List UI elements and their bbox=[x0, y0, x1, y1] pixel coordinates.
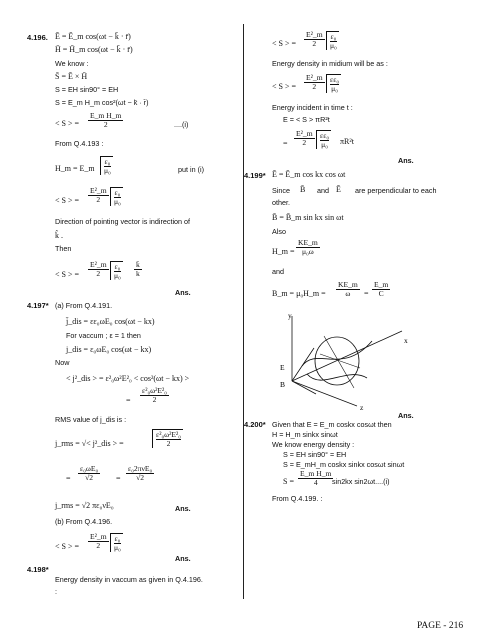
bm-fraction-1 bbox=[336, 281, 360, 298]
r1-fraction bbox=[304, 31, 325, 48]
s3-k-fraction bbox=[134, 261, 142, 278]
text-part-a: (a) From Q.4.191. bbox=[55, 301, 113, 310]
text-put-in: put in (i) bbox=[178, 165, 204, 174]
fraction-denominator: 4 bbox=[313, 477, 318, 487]
text-then: Then bbox=[55, 244, 72, 253]
b-vector bbox=[292, 381, 316, 394]
text-direction: Direction of pointing vector is indirection of bbox=[55, 217, 191, 226]
fraction-numerator: KE_m bbox=[338, 280, 358, 289]
hm2-fraction bbox=[296, 239, 320, 256]
jrms-lhs: j_rms = √< j²_dis > = bbox=[55, 439, 124, 448]
sqrt-numerator: ε₀ bbox=[114, 188, 121, 197]
equation-e-field: Ē = Ē_m cos(ωt − k̄ · r̄) bbox=[55, 32, 131, 41]
text-and: and bbox=[317, 186, 329, 195]
column-divider bbox=[243, 24, 244, 599]
s-tail: sin2kx sin2ωt....(i) bbox=[332, 477, 390, 486]
fraction-numerator: KE_m bbox=[298, 238, 318, 247]
fraction-numerator: E²_m bbox=[90, 260, 107, 269]
fraction-numerator: E²_m bbox=[90, 186, 107, 195]
r3-sqrt bbox=[316, 130, 331, 149]
text-we-know: We know : bbox=[55, 59, 89, 68]
s3-sqrt bbox=[110, 261, 123, 280]
sqrt-denominator: μ₀ bbox=[104, 165, 111, 175]
text-from-193: From Q.4.193 : bbox=[55, 139, 104, 148]
fraction-denominator: 2 bbox=[96, 268, 101, 278]
fraction-denominator: ω bbox=[345, 288, 351, 298]
sqrt-denominator: 2 bbox=[166, 438, 171, 448]
avg-s-lhs: < S > = bbox=[55, 119, 79, 128]
text-other: other. bbox=[272, 198, 290, 207]
axis-label-z: z bbox=[360, 403, 364, 412]
text-colon: : bbox=[55, 587, 57, 596]
sqrt-numerator: ε²₀ω²E²₀ bbox=[156, 430, 181, 439]
sqrt-numerator: ε₀ bbox=[114, 262, 121, 271]
answer-label: Ans. bbox=[175, 504, 191, 513]
equals-sign: = bbox=[66, 474, 71, 483]
equation-s-product: S = E_mH_m coskx sinkx cosωt sinωt bbox=[283, 460, 405, 469]
s2-fraction bbox=[88, 187, 109, 204]
s-lhs: S = bbox=[283, 477, 294, 486]
hm2-lhs: H_m = bbox=[272, 247, 295, 256]
bm-fraction-2 bbox=[372, 281, 390, 298]
fraction-numerator: E_m H_m bbox=[90, 111, 122, 120]
text-from-199: From Q.4.199. : bbox=[272, 494, 323, 503]
fraction-denominator: 2 bbox=[96, 194, 101, 204]
text-medium: Energy density in midium will be as : bbox=[272, 59, 388, 68]
fraction-denominator: 2 bbox=[96, 540, 101, 550]
vector-label-e: E bbox=[280, 363, 285, 372]
question-number-4-199: 4.199* bbox=[244, 171, 266, 180]
field-diagram bbox=[262, 306, 422, 414]
sb-fraction bbox=[88, 533, 109, 550]
bm-lhs: B_m = μ₀H_m = bbox=[272, 289, 326, 298]
fraction-denominator: μ₀ω bbox=[302, 246, 314, 256]
text-we-know-2: We know energy density : bbox=[272, 440, 355, 449]
sqrt-denominator: μ₀ bbox=[114, 542, 121, 552]
r1-lhs: < S > = bbox=[272, 39, 296, 48]
text-vacuum: For vaccum ; ε = 1 then bbox=[66, 331, 141, 340]
sqrt-numerator: ε₀ bbox=[104, 157, 111, 166]
fraction-numerator: ε²₀ω²E²₀ bbox=[142, 386, 167, 395]
text-incident: Energy incident in time t : bbox=[272, 103, 353, 112]
s3-lhs: < S > = bbox=[55, 270, 79, 279]
r3-tail: πR²t bbox=[340, 137, 354, 146]
text-perpendicular: are perpendicular to each bbox=[355, 186, 437, 195]
fraction-numerator: ε₀ωE₀ bbox=[80, 464, 99, 473]
question-number-4-196: 4.196. bbox=[27, 33, 48, 42]
fraction-numerator: E²_m bbox=[90, 532, 107, 541]
jrms2-fraction-2 bbox=[126, 465, 154, 482]
fraction-denominator: 2 bbox=[312, 81, 317, 91]
equation-s-eh-2: S = EH sin90° = EH bbox=[283, 450, 347, 459]
z-axis bbox=[292, 381, 357, 406]
question-number-4-198: 4.198* bbox=[27, 565, 49, 574]
answer-label: Ans. bbox=[175, 288, 191, 297]
sb-sqrt bbox=[110, 533, 123, 552]
fraction-denominator: 2 bbox=[103, 119, 108, 129]
text-rms: RMS value of j_dis is : bbox=[55, 415, 127, 424]
answer-label: Ans. bbox=[398, 411, 414, 420]
fraction-denominator: 2 bbox=[152, 394, 157, 404]
equation-jrms-final: j_rms = √2 πε₀νE₀ bbox=[55, 501, 114, 510]
avg-s-fraction bbox=[88, 112, 123, 129]
page-number: PAGE - 216 bbox=[417, 621, 464, 631]
equals-sign: = bbox=[116, 474, 121, 483]
sqrt-numerator: εε₀ bbox=[320, 131, 330, 140]
equation-incident: E = < S > πR²t bbox=[283, 115, 330, 124]
fraction-denominator: C bbox=[378, 288, 384, 298]
fraction-numerator: k̄ bbox=[136, 260, 140, 269]
equation-s-cos: S = E_m H_m cos²(ωt − k̄ · r̄) bbox=[55, 98, 149, 107]
question-number-4-200: 4.200* bbox=[244, 420, 266, 429]
vector-label-b: B bbox=[280, 380, 286, 389]
ref-i: ....(i) bbox=[174, 120, 189, 129]
fraction-numerator: E_m H_m bbox=[300, 469, 332, 478]
fraction-denominator: k bbox=[136, 268, 140, 278]
s3-fraction bbox=[88, 261, 109, 278]
diagram-line bbox=[324, 336, 354, 388]
b-wave-curve bbox=[307, 374, 367, 380]
answer-label: Ans. bbox=[398, 156, 414, 165]
sqrt-denominator: μ₀ bbox=[114, 196, 121, 206]
fraction-numerator: E²_m bbox=[306, 73, 323, 82]
hm-lhs: H_m = E_m bbox=[55, 164, 95, 173]
sqrt-numerator: ε₀ bbox=[330, 32, 337, 41]
s-fraction bbox=[298, 470, 333, 487]
sb-lhs: < S > = bbox=[55, 542, 79, 551]
jrms-sqrt bbox=[152, 429, 183, 448]
sqrt-denominator: μ₀ bbox=[114, 270, 121, 280]
question-number-4-197: 4.197* bbox=[27, 301, 49, 310]
fraction-numerator: E²_m bbox=[296, 129, 313, 138]
symbol-e: Ē bbox=[336, 185, 341, 194]
fraction-denominator: √2 bbox=[85, 472, 94, 482]
fraction-denominator: √2 bbox=[136, 472, 145, 482]
jrms2-fraction-1 bbox=[78, 465, 100, 482]
text-given: Given that E = E_m coskx cosωt then bbox=[272, 420, 392, 429]
fraction-numerator: ε₀2πνE₀ bbox=[128, 464, 153, 473]
sqrt-denominator: μ₀ bbox=[331, 83, 338, 93]
text-and-2: and bbox=[272, 267, 284, 276]
equation-poynting: S̄ = Ē × H̄ bbox=[55, 72, 88, 81]
text-also: Also bbox=[272, 227, 286, 236]
sqrt-denominator: μ₀ bbox=[321, 139, 328, 149]
equation-h-field: H̄ = H̄_m cos(ωt − k̄ · r̄) bbox=[55, 45, 133, 54]
equation-jdis-vacuum: j_dis = ε₀ωE₀ cos(ωt − kx) bbox=[66, 345, 152, 354]
r3-fraction bbox=[294, 130, 315, 147]
r1-sqrt bbox=[326, 31, 339, 50]
sqrt-eps-mu bbox=[100, 156, 113, 175]
fraction-denominator: 2 bbox=[302, 137, 307, 147]
s2-lhs: < S > = bbox=[55, 196, 79, 205]
equation-b: B̄ = B̄_m sin kx sin ωt bbox=[272, 213, 344, 222]
k-hat: k̂ . bbox=[55, 231, 63, 240]
r2-fraction bbox=[304, 74, 325, 91]
equation-avg-j: < j²_dis > = ε²₀ω²E²₀ < cos²(ωt − kx) > bbox=[66, 374, 190, 383]
r2-lhs: < S > = bbox=[272, 82, 296, 91]
e-wave-curve bbox=[302, 341, 372, 366]
equation-e-standing: Ē = Ē_m cos kx cos ωt bbox=[272, 170, 346, 179]
equation-jdis: j̄_dis = εε₀ωE₀ cos(ωt − kx) bbox=[66, 317, 155, 326]
symbol-b: B̄ bbox=[300, 185, 306, 194]
text-part-b: (b) From Q.4.196. bbox=[55, 517, 113, 526]
text-now: Now bbox=[55, 358, 70, 367]
text-energy-vacuum: Energy density in vaccum as given in Q.4.196. bbox=[55, 575, 203, 584]
axis-label-x: x bbox=[404, 336, 408, 345]
r2-sqrt bbox=[326, 74, 341, 93]
text-since: Since bbox=[272, 186, 290, 195]
avg-j-fraction bbox=[140, 387, 169, 404]
fraction-numerator: E_m bbox=[374, 280, 389, 289]
fraction-denominator: 2 bbox=[312, 38, 317, 48]
s2-sqrt bbox=[110, 187, 123, 206]
sqrt-numerator: ε₀ bbox=[114, 534, 121, 543]
axis-label-y: y bbox=[288, 311, 292, 320]
equation-h: H = H_m sinkx sinωt bbox=[272, 430, 338, 439]
equals-sign: = bbox=[126, 396, 131, 405]
equals-sign: = bbox=[283, 139, 288, 148]
equals-sign: = bbox=[364, 289, 369, 298]
sqrt-numerator: εε₀ bbox=[330, 75, 340, 84]
fraction-numerator: E²_m bbox=[306, 30, 323, 39]
answer-label: Ans. bbox=[175, 554, 191, 563]
equation-s-eh: S = EH sin90° = EH bbox=[55, 85, 119, 94]
sqrt-denominator: μ₀ bbox=[330, 40, 337, 50]
